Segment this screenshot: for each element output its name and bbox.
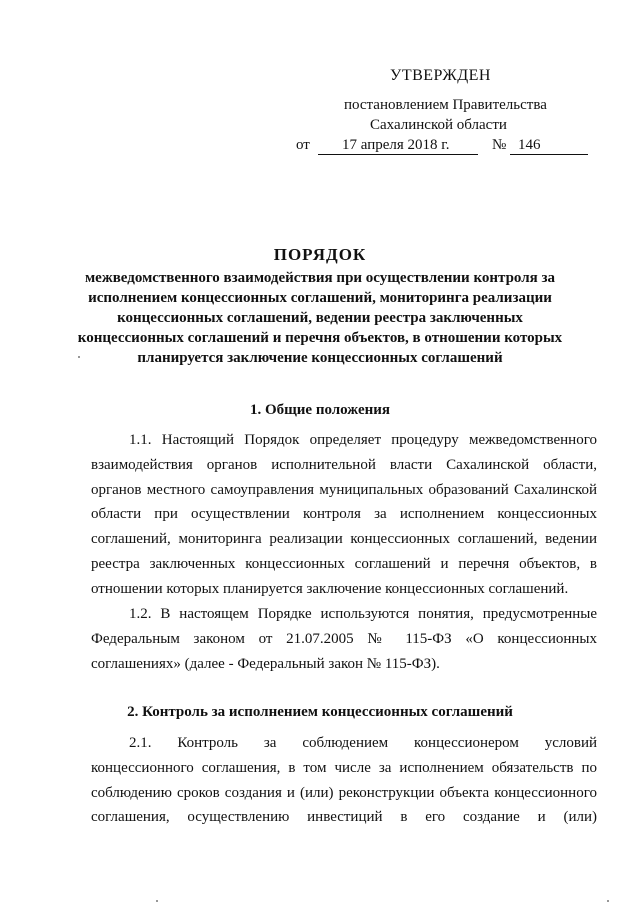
scan-speck [607, 900, 609, 902]
approval-date-line [296, 135, 596, 157]
subtitle-line: концессионных соглашений и перечня объектов, в отношении которых [77, 330, 563, 346]
scan-speck [78, 356, 80, 358]
text-line: соглашениях» (далее - Федеральный закон № 115-ФЗ). [91, 655, 440, 672]
subtitle-line: исполнением концессионных соглашений, мониторинга реализации [88, 290, 552, 306]
section-2-heading: 2. Контроль за исполнением концессионных соглашений [127, 704, 513, 720]
approval-date: 17 апреля 2018 г. [342, 137, 450, 153]
document-title: ПОРЯДОК [273, 245, 367, 264]
text-line: реестра заключенных концессионных соглашений и перечня объектов, в [91, 555, 597, 572]
text-line: Федеральным законом от 21.07.2005 № 115-ФЗ «О концессионных [91, 630, 597, 647]
subtitle-line: концессионных соглашений, ведении реестра заключенных [117, 310, 523, 326]
approval-region-label: Сахалинской области [370, 117, 507, 133]
section-1-heading: 1. Общие положения [249, 402, 391, 418]
text-line: отношении которых планируется заключение концессионных соглашений. [91, 580, 569, 597]
approved-stamp-label: УТВЕРЖДЕН [390, 67, 491, 84]
text-line: соглашения, осуществлению инвестиций в его создание и (или) [91, 809, 597, 826]
approval-number: 146 [518, 137, 541, 153]
document-subtitle [60, 268, 580, 368]
text-line: соблюдению сроков создания и (или) реконструкции объекта концессионного [91, 784, 597, 801]
text-line: концессионного соглашения, в том числе за исполнением обязательств по [91, 759, 597, 776]
text-line: области при осуществлении контроля за исполнением концессионных [91, 506, 597, 523]
number-label: № [492, 137, 507, 153]
subtitle-line: планируется заключение концессионных соглашений [137, 350, 503, 366]
text-line: 2.1. Контроль за соблюдением концессионером условий [129, 735, 597, 751]
from-label: от [296, 137, 310, 153]
text-line: 1.2. В настоящем Порядке используются понятия, предусмотренные [129, 606, 597, 622]
text-line: соглашений, мониторинга реализации концессионных соглашений, ведении [91, 531, 597, 548]
text-line: 1.1. Настоящий Порядок определяет процедуру межведомственного [129, 432, 597, 448]
paragraph-2-1 [91, 731, 597, 830]
paragraph-1-2 [91, 602, 597, 676]
text-line: органов местного самоуправления муниципальных образований Сахалинской [91, 481, 597, 498]
paragraph-1-1 [91, 428, 597, 602]
subtitle-line: межведомственного взаимодействия при осуществлении контроля за [84, 270, 556, 286]
approval-resolution-label: постановлением Правительства [344, 97, 547, 113]
text-line: взаимодействия органов исполнительной власти Сахалинской области, [91, 456, 597, 473]
scan-speck [156, 900, 158, 902]
